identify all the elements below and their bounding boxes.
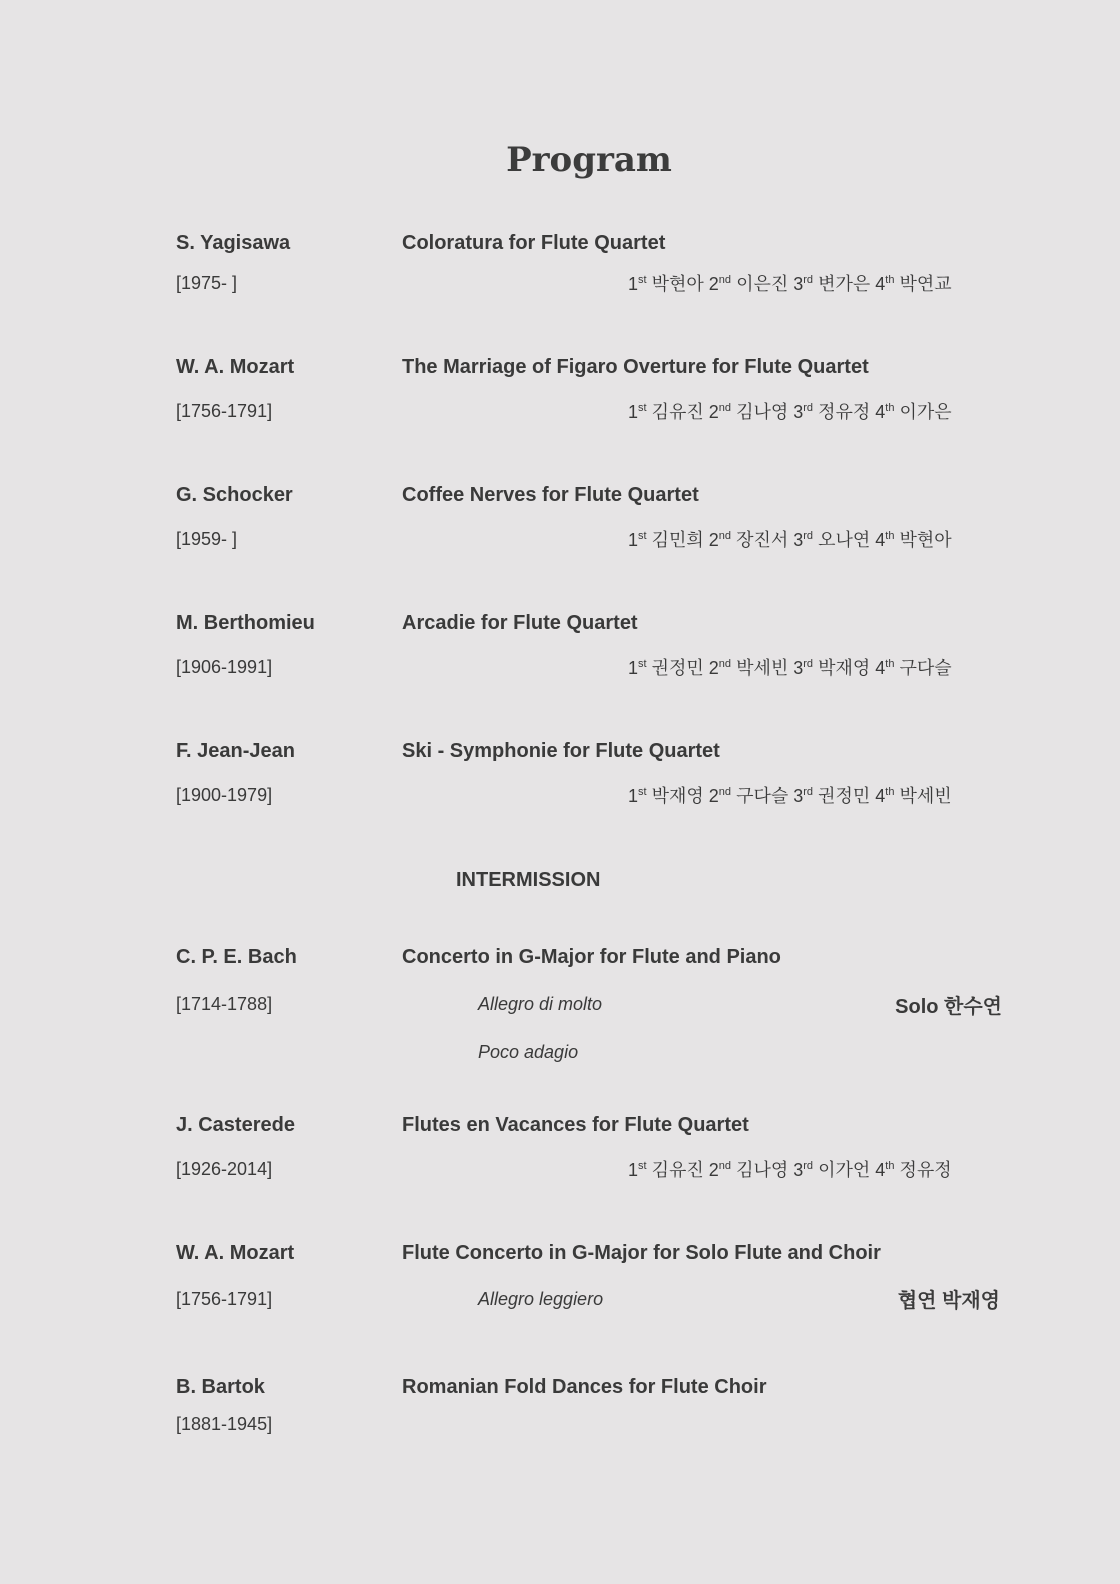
- part-number: 4: [875, 786, 886, 806]
- piece-title: Coffee Nerves for Flute Quartet: [402, 484, 699, 506]
- part-suffix: nd: [718, 786, 732, 798]
- player-name: 변가은: [818, 274, 871, 294]
- composer-dates: [1975- ]: [176, 273, 238, 293]
- part-suffix: rd: [803, 530, 814, 542]
- piece-title: Coloratura for Flute Quartet: [402, 232, 666, 254]
- piece-title: Arcadie for Flute Quartet: [402, 612, 638, 634]
- part-number: 3: [793, 1160, 804, 1180]
- part-suffix: nd: [718, 1160, 732, 1172]
- composer-dates: [1926-2014]: [176, 1159, 273, 1179]
- part-suffix: rd: [803, 402, 814, 414]
- player-name: 정유정: [899, 1160, 952, 1180]
- part-number: 1: [628, 786, 639, 806]
- part-number: 2: [708, 786, 719, 806]
- part-number: 3: [793, 402, 804, 422]
- piece-title: Ski - Symphonie for Flute Quartet: [402, 740, 720, 762]
- composer-name: J. Casterede: [176, 1114, 295, 1136]
- part-suffix: st: [638, 530, 647, 542]
- composer-dates: [1756-1791]: [176, 401, 273, 421]
- composer-dates: [1900-1979]: [176, 785, 273, 805]
- composer-dates: [1881-1945]: [176, 1414, 273, 1434]
- player-name: 구다슬: [899, 658, 952, 678]
- part-number: 3: [793, 530, 804, 550]
- part-number: 4: [875, 274, 886, 294]
- part-number: 1: [628, 274, 639, 294]
- part-number: 4: [875, 658, 886, 678]
- composer-dates: [1959- ]: [176, 529, 238, 549]
- part-suffix: th: [885, 402, 895, 414]
- composer-name: F. Jean-Jean: [176, 740, 295, 762]
- composer-name: C. P. E. Bach: [176, 946, 297, 968]
- players-line: [628, 782, 952, 808]
- player-name: 박현아: [899, 530, 952, 550]
- players-line: [628, 1156, 952, 1182]
- composer-name: B. Bartok: [176, 1376, 265, 1398]
- player-name: 이가언: [818, 1160, 871, 1180]
- part-suffix: nd: [718, 402, 732, 414]
- player-name: 김유진: [651, 1160, 704, 1180]
- part-suffix: nd: [718, 530, 732, 542]
- part-number: 4: [875, 402, 886, 422]
- part-suffix: nd: [718, 274, 732, 286]
- piece-title: Romanian Fold Dances for Flute Choir: [402, 1376, 767, 1398]
- player-name: 김유진: [651, 402, 704, 422]
- part-number: 2: [708, 402, 719, 422]
- player-name: 이가은: [899, 402, 952, 422]
- part-suffix: rd: [803, 658, 814, 670]
- composer-name: M. Berthomieu: [176, 612, 315, 634]
- player-name: 권정민: [651, 658, 704, 678]
- movement: Allegro di molto: [478, 994, 603, 1014]
- part-number: 4: [875, 530, 886, 550]
- composer-name: S. Yagisawa: [176, 232, 291, 254]
- player-name: 김나영: [736, 402, 789, 422]
- part-number: 2: [708, 530, 719, 550]
- player-name: 박재영: [818, 658, 871, 678]
- part-number: 2: [708, 1160, 719, 1180]
- part-suffix: rd: [803, 786, 814, 798]
- part-suffix: th: [885, 274, 895, 286]
- players-line: [628, 398, 952, 424]
- player-name: 구다슬: [736, 786, 789, 806]
- part-number: 1: [628, 530, 639, 550]
- piece-title: Flute Concerto in G-Major for Solo Flute and Choir: [402, 1242, 881, 1264]
- intermission-label: INTERMISSION: [456, 869, 601, 891]
- program-title: Program: [506, 140, 672, 180]
- player-name: 김나영: [736, 1160, 789, 1180]
- part-suffix: st: [638, 658, 647, 670]
- composer-dates: [1714-1788]: [176, 994, 273, 1014]
- part-number: 3: [793, 786, 804, 806]
- composer-name: W. A. Mozart: [176, 1242, 295, 1264]
- part-suffix: st: [638, 1160, 647, 1172]
- part-number: 1: [628, 402, 639, 422]
- part-suffix: th: [885, 658, 895, 670]
- part-suffix: st: [638, 786, 647, 798]
- player-name: 권정민: [818, 786, 871, 806]
- part-suffix: th: [885, 786, 895, 798]
- part-suffix: st: [638, 402, 647, 414]
- player-name: 정유정: [818, 402, 871, 422]
- player-name: 박현아: [651, 274, 704, 294]
- part-number: 1: [628, 658, 639, 678]
- player-name: 이은진: [736, 274, 789, 294]
- composer-name: G. Schocker: [176, 484, 293, 506]
- players-line: [628, 270, 952, 296]
- part-suffix: rd: [803, 1160, 814, 1172]
- composer-dates: [1756-1791]: [176, 1289, 273, 1309]
- part-number: 3: [793, 658, 804, 678]
- movement: Poco adagio: [478, 1042, 579, 1062]
- composer-dates: [1906-1991]: [176, 657, 273, 677]
- part-suffix: nd: [718, 658, 732, 670]
- part-suffix: th: [885, 1160, 895, 1172]
- part-suffix: st: [638, 274, 647, 286]
- part-number: 3: [793, 274, 804, 294]
- players-line: [628, 526, 952, 552]
- movement: Allegro leggiero: [478, 1289, 604, 1309]
- players-line: [628, 654, 952, 680]
- composer-name: W. A. Mozart: [176, 356, 295, 378]
- player-name: 박세빈: [736, 658, 789, 678]
- player-name: 박연교: [899, 274, 952, 294]
- part-number: 4: [875, 1160, 886, 1180]
- player-name: 장진서: [736, 530, 789, 550]
- piece-title: Concerto in G-Major for Flute and Piano: [402, 946, 781, 968]
- soloist: 협연 박재영: [897, 1290, 1000, 1312]
- player-name: 박재영: [651, 786, 704, 806]
- soloist: Solo 한수연: [895, 996, 1002, 1018]
- part-number: 2: [708, 274, 719, 294]
- part-suffix: rd: [803, 274, 814, 286]
- player-name: 박세빈: [899, 786, 952, 806]
- player-name: 오나연: [818, 530, 871, 550]
- player-name: 김민희: [651, 530, 704, 550]
- part-number: 2: [708, 658, 719, 678]
- piece-title: The Marriage of Figaro Overture for Flute Quartet: [402, 356, 869, 378]
- part-number: 1: [628, 1160, 639, 1180]
- part-suffix: th: [885, 530, 895, 542]
- piece-title: Flutes en Vacances for Flute Quartet: [402, 1114, 749, 1136]
